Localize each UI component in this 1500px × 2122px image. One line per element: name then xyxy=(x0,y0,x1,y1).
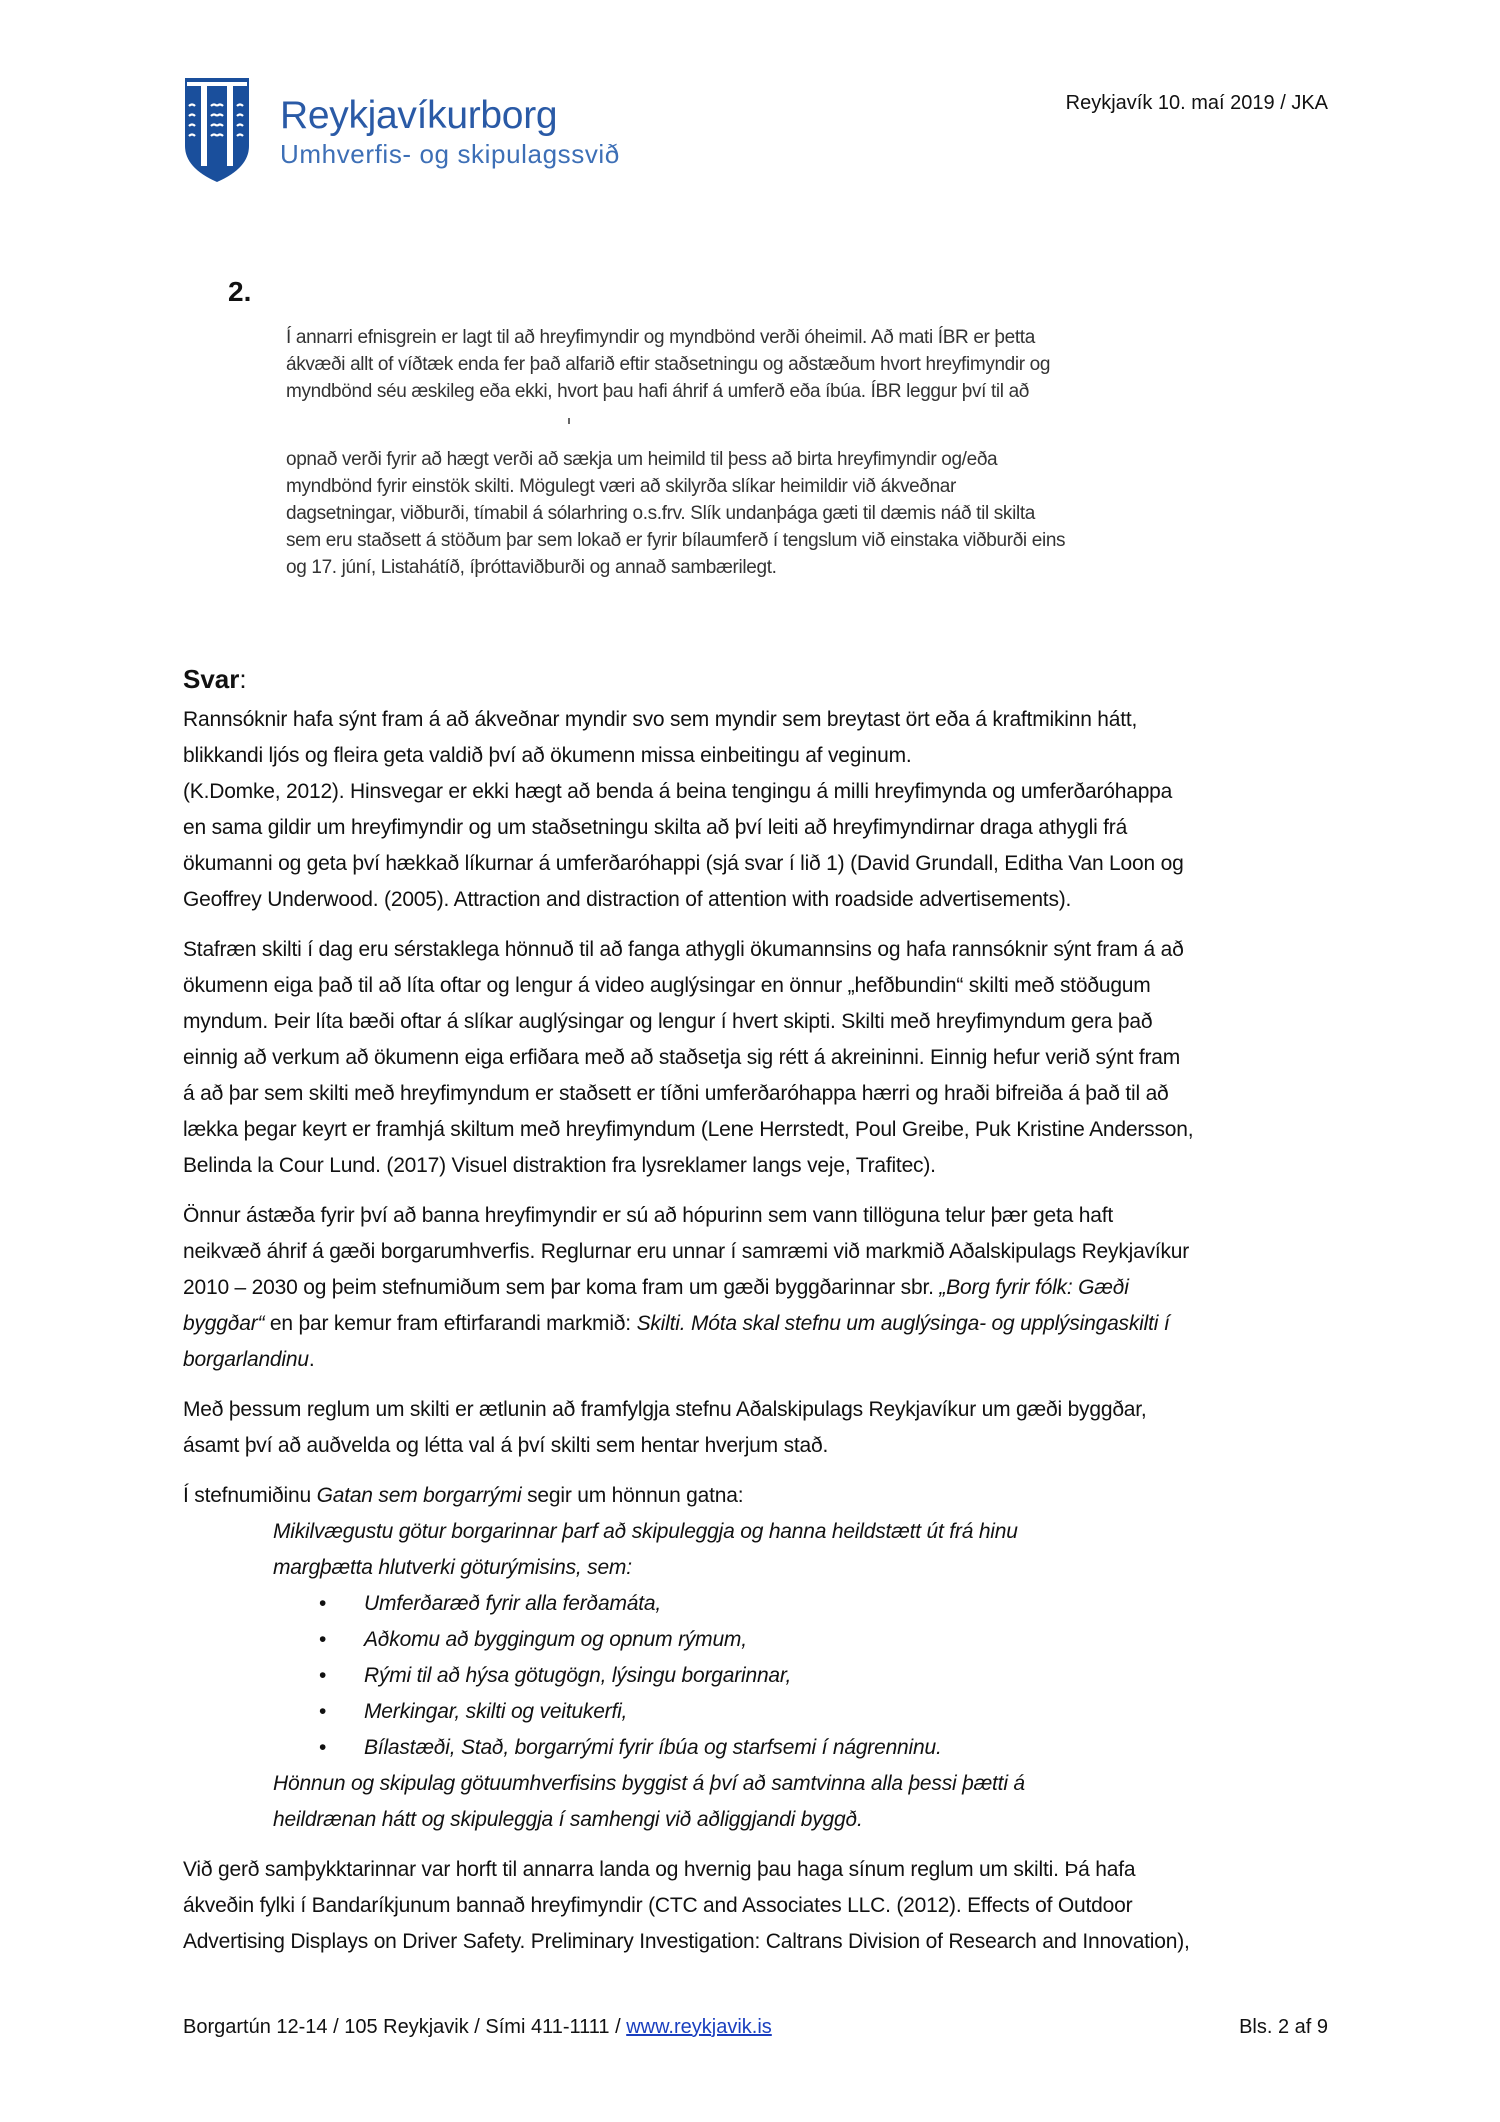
paragraph xyxy=(183,1198,1343,1378)
text-line xyxy=(183,1004,1343,1040)
text-line xyxy=(183,1306,1343,1342)
text-line xyxy=(183,1076,1343,1112)
paragraph xyxy=(183,1852,1343,1960)
scan-line: Í annarri efnisgrein er lagt til að hreyfimyndir og myndbönd verði óheimil. Að mati ÍBR er þetta xyxy=(286,327,1035,348)
text-segment: einnig að verkum að ökumenn eiga erfiðara með að staðsetja sig rétt á akreininni. Einnig hefur verið sýnt fram xyxy=(183,1046,1181,1069)
text-line xyxy=(183,1802,1343,1838)
text-segment: en sama gildir um hreyfimyndir og um staðsetningu skilta að því leiti að hreyfimyndirnar draga athygli frá xyxy=(183,816,1128,839)
text-line xyxy=(183,1514,1343,1550)
page-footer xyxy=(183,2016,1328,2039)
section-number: 2. xyxy=(228,276,252,307)
reykjavik-coat-of-arms-logo xyxy=(183,76,251,184)
text-segment: Við gerð samþykktarinnar var horft til annarra landa og hvernig þau haga sínum reglum um skilti. Þá hafa xyxy=(183,1858,1136,1881)
text-line xyxy=(183,1198,1343,1234)
text-line xyxy=(183,1342,1343,1378)
text-line xyxy=(183,774,1343,810)
text-line xyxy=(183,1392,1343,1428)
scan-line: myndbönd séu æskileg eða ekki, hvort þau hafi áhrif á umferð eða íbúa. ÍBR leggur því til að xyxy=(286,381,1030,402)
bullet-icon: • xyxy=(319,1700,327,1723)
paragraph xyxy=(183,932,1343,1184)
italic-text: margþætta hlutverki göturýmisins, sem: xyxy=(273,1556,632,1579)
text-line xyxy=(183,882,1343,918)
italic-text: heildrænan hátt og skipuleggja í samhengi við aðliggjandi byggð. xyxy=(273,1808,863,1831)
text-segment: Önnur ástæða fyrir því að banna hreyfimyndir er sú að hópurinn sem vann tillöguna telur þær geta haft xyxy=(183,1204,1113,1227)
text-segment: . xyxy=(308,1348,315,1371)
paragraph xyxy=(183,1478,1343,1838)
text-segment: á að þar sem skilti með hreyfimyndum er staðsett er tíðni umferðaróhappa hærri og hraði bifreiða á það til að xyxy=(183,1082,1169,1105)
scan-line: opnað verði fyrir að hægt verði að sækja um heimild til þess að birta hreyfimyndir og/eða xyxy=(286,449,998,470)
text-line xyxy=(183,1234,1343,1270)
italic-text: Umferðaræð fyrir alla ferðamáta, xyxy=(364,1592,662,1615)
italic-text: byggðar“ xyxy=(183,1312,265,1335)
text-segment: lækka þegar keyrt er framhjá skiltum með hreyfimyndum (Lene Herrstedt, Poul Greibe, Puk Kristine Andersson, xyxy=(183,1118,1194,1141)
text-line xyxy=(183,1270,1343,1306)
scan-artifact-mark xyxy=(568,418,570,424)
italic-text: „Borg fyrir fólk: Gæði xyxy=(939,1276,1129,1299)
text-line xyxy=(183,1924,1343,1960)
text-segment: 2010 – 2030 og þeim stefnumiðum sem þar koma fram um gæði byggðarinnar sbr. xyxy=(183,1276,940,1299)
footer-contact xyxy=(183,2016,772,2039)
text-line xyxy=(183,1148,1343,1184)
text-segment: ásamt því að auðvelda og létta val á því skilti sem hentar hverjum stað. xyxy=(183,1434,829,1457)
quoted-scan-block-2 xyxy=(286,446,1065,581)
italic-text: Gatan sem borgarrými xyxy=(316,1484,522,1507)
text-segment: Advertising Displays on Driver Safety. Preliminary Investigation: Caltrans Division of Research and Innovation), xyxy=(183,1930,1190,1953)
answer-body xyxy=(183,702,1343,1974)
text-line xyxy=(183,1112,1343,1148)
text-segment: en þar kemur fram eftirfarandi markmið: xyxy=(264,1312,637,1335)
text-line xyxy=(183,968,1343,1004)
page-number: Bls. 2 af 9 xyxy=(1239,2016,1328,2038)
italic-text: Bílastæði, Stað, borgarrými fyrir íbúa og starfsemi í nágrenninu. xyxy=(364,1736,942,1759)
bullet-item xyxy=(183,1694,1343,1730)
text-line xyxy=(183,932,1343,968)
answer-heading-label: Svar xyxy=(183,664,240,694)
bullet-item xyxy=(183,1658,1343,1694)
text-line xyxy=(183,1040,1343,1076)
italic-text: borgarlandinu xyxy=(183,1348,309,1371)
text-segment: blikkandi ljós og fleira geta valdið því að ökumenn missa einbeitingu af veginum. xyxy=(183,744,912,767)
text-line xyxy=(183,846,1343,882)
bullet-icon: • xyxy=(319,1592,327,1615)
bullet-item xyxy=(183,1730,1343,1766)
bullet-icon: • xyxy=(319,1628,327,1651)
scan-line: ákvæði allt of víðtæk enda fer það alfarið eftir staðsetningu og aðstæðum hvort hreyfimyndir og xyxy=(286,354,1051,375)
text-segment: ökumanni og geta því hækkað líkurnar á umferðaróhappi (sjá svar í lið 1) (David Grundall, Editha Van Loon og xyxy=(183,852,1184,875)
footer-address: Borgartún 12-14 / 105 Reykjavik / Sími 411-1111 / xyxy=(183,2016,627,2038)
answer-heading-colon: : xyxy=(239,664,247,694)
scan-line: sem eru staðsett á stöðum þar sem lokað er fyrir bílaumferð í tengslum við einstaka viðburði eins xyxy=(286,530,1066,551)
text-segment: Rannsóknir hafa sýnt fram á að ákveðnar myndir svo sem myndir sem breytast ört eða á kraftmikinn hátt, xyxy=(183,708,1138,731)
scan-line: dagsetningar, viðburði, tímabil á sólarhring o.s.frv. Slík undanþága gæti til dæmis náð til skilta xyxy=(286,503,1035,524)
text-segment: ákveðin fylki í Bandaríkjunum bannað hreyfimyndir (CTC and Associates LLC. (2012). Effects of Outdoor xyxy=(183,1894,1133,1917)
paragraph xyxy=(183,702,1343,918)
text-line xyxy=(183,1550,1343,1586)
bullet-item xyxy=(183,1586,1343,1622)
text-line xyxy=(183,1428,1343,1464)
bullet-item xyxy=(183,1622,1343,1658)
paragraph xyxy=(183,1392,1343,1464)
text-segment: Með þessum reglum um skilti er ætlunin að framfylgja stefnu Aðalskipulags Reykjavíkur um gæði byggðar, xyxy=(183,1398,1147,1421)
text-segment: Í stefnumiðinu xyxy=(183,1484,317,1507)
brand-title: Reykjavíkurborg xyxy=(280,94,558,137)
date-reference: Reykjavík 10. maí 2019 / JKA xyxy=(1065,92,1328,114)
italic-text: Hönnun og skipulag götuumhverfisins byggist á því að samtvinna alla þessi þætti á xyxy=(273,1772,1025,1795)
scan-line: myndbönd fyrir einstök skilti. Mögulegt væri að skilyrða slíkar heimildir við ákveðnar xyxy=(286,476,956,497)
answer-heading xyxy=(183,664,247,695)
bullet-icon: • xyxy=(319,1664,327,1687)
text-segment: ökumenn eiga það til að líta oftar og lengur á video auglýsingar en önnur „hefðbundin“ skilti með stöðugum xyxy=(183,974,1151,997)
italic-text: Skilti. Móta skal stefnu um auglýsinga- og upplýsingaskilti í xyxy=(636,1312,1170,1335)
text-segment: Stafræn skilti í dag eru sérstaklega hönnuð til að fanga athygli ökumannsins og hafa rannsóknir sýnt fram á að xyxy=(183,938,1184,961)
text-line xyxy=(183,1852,1343,1888)
bullet-icon: • xyxy=(319,1736,327,1759)
text-segment: myndum. Þeir líta bæði oftar á slíkar auglýsingar og lengur í hvert skipti. Skilti með hreyfimyndum gera það xyxy=(183,1010,1153,1033)
text-line xyxy=(183,810,1343,846)
brand-subtitle: Umhverfis- og skipulagssvið xyxy=(280,139,620,169)
text-segment: segir um hönnun gatna: xyxy=(521,1484,744,1507)
italic-text: Aðkomu að byggingum og opnum rýmum, xyxy=(364,1628,747,1651)
quoted-scan-block-1 xyxy=(286,324,1050,405)
italic-text: Rými til að hýsa götugögn, lýsingu borgarinnar, xyxy=(364,1664,792,1687)
italic-text: Merkingar, skilti og veitukerfi, xyxy=(364,1700,628,1723)
text-segment: neikvæð áhrif á gæði borgarumhverfis. Reglurnar eru unnar í samræmi við markmið Aðalskipulags Reykjavíkur xyxy=(183,1240,1190,1263)
brand-block xyxy=(280,94,620,170)
text-segment: Geoffrey Underwood. (2005). Attraction and distraction of attention with roadside advertisements). xyxy=(183,888,1072,911)
footer-website-link[interactable]: www.reykjavik.is xyxy=(626,2016,772,2038)
text-segment: (K.Domke, 2012). Hinsvegar er ekki hægt að benda á beina tengingu á milli hreyfimynda og umferðaróhappa xyxy=(183,780,1173,803)
italic-text: Mikilvægustu götur borgarinnar þarf að skipuleggja og hanna heildstætt út frá hinu xyxy=(273,1520,1018,1543)
text-line xyxy=(183,1766,1343,1802)
text-line xyxy=(183,1888,1343,1924)
text-segment: Belinda la Cour Lund. (2017) Visuel distraktion fra lysreklamer langs veje, Trafitec). xyxy=(183,1154,936,1177)
text-line xyxy=(183,702,1343,738)
text-line xyxy=(183,1478,1343,1514)
scan-line: og 17. júní, Listahátíð, íþróttaviðburði og annað sambærilegt. xyxy=(286,557,777,578)
text-line xyxy=(183,738,1343,774)
